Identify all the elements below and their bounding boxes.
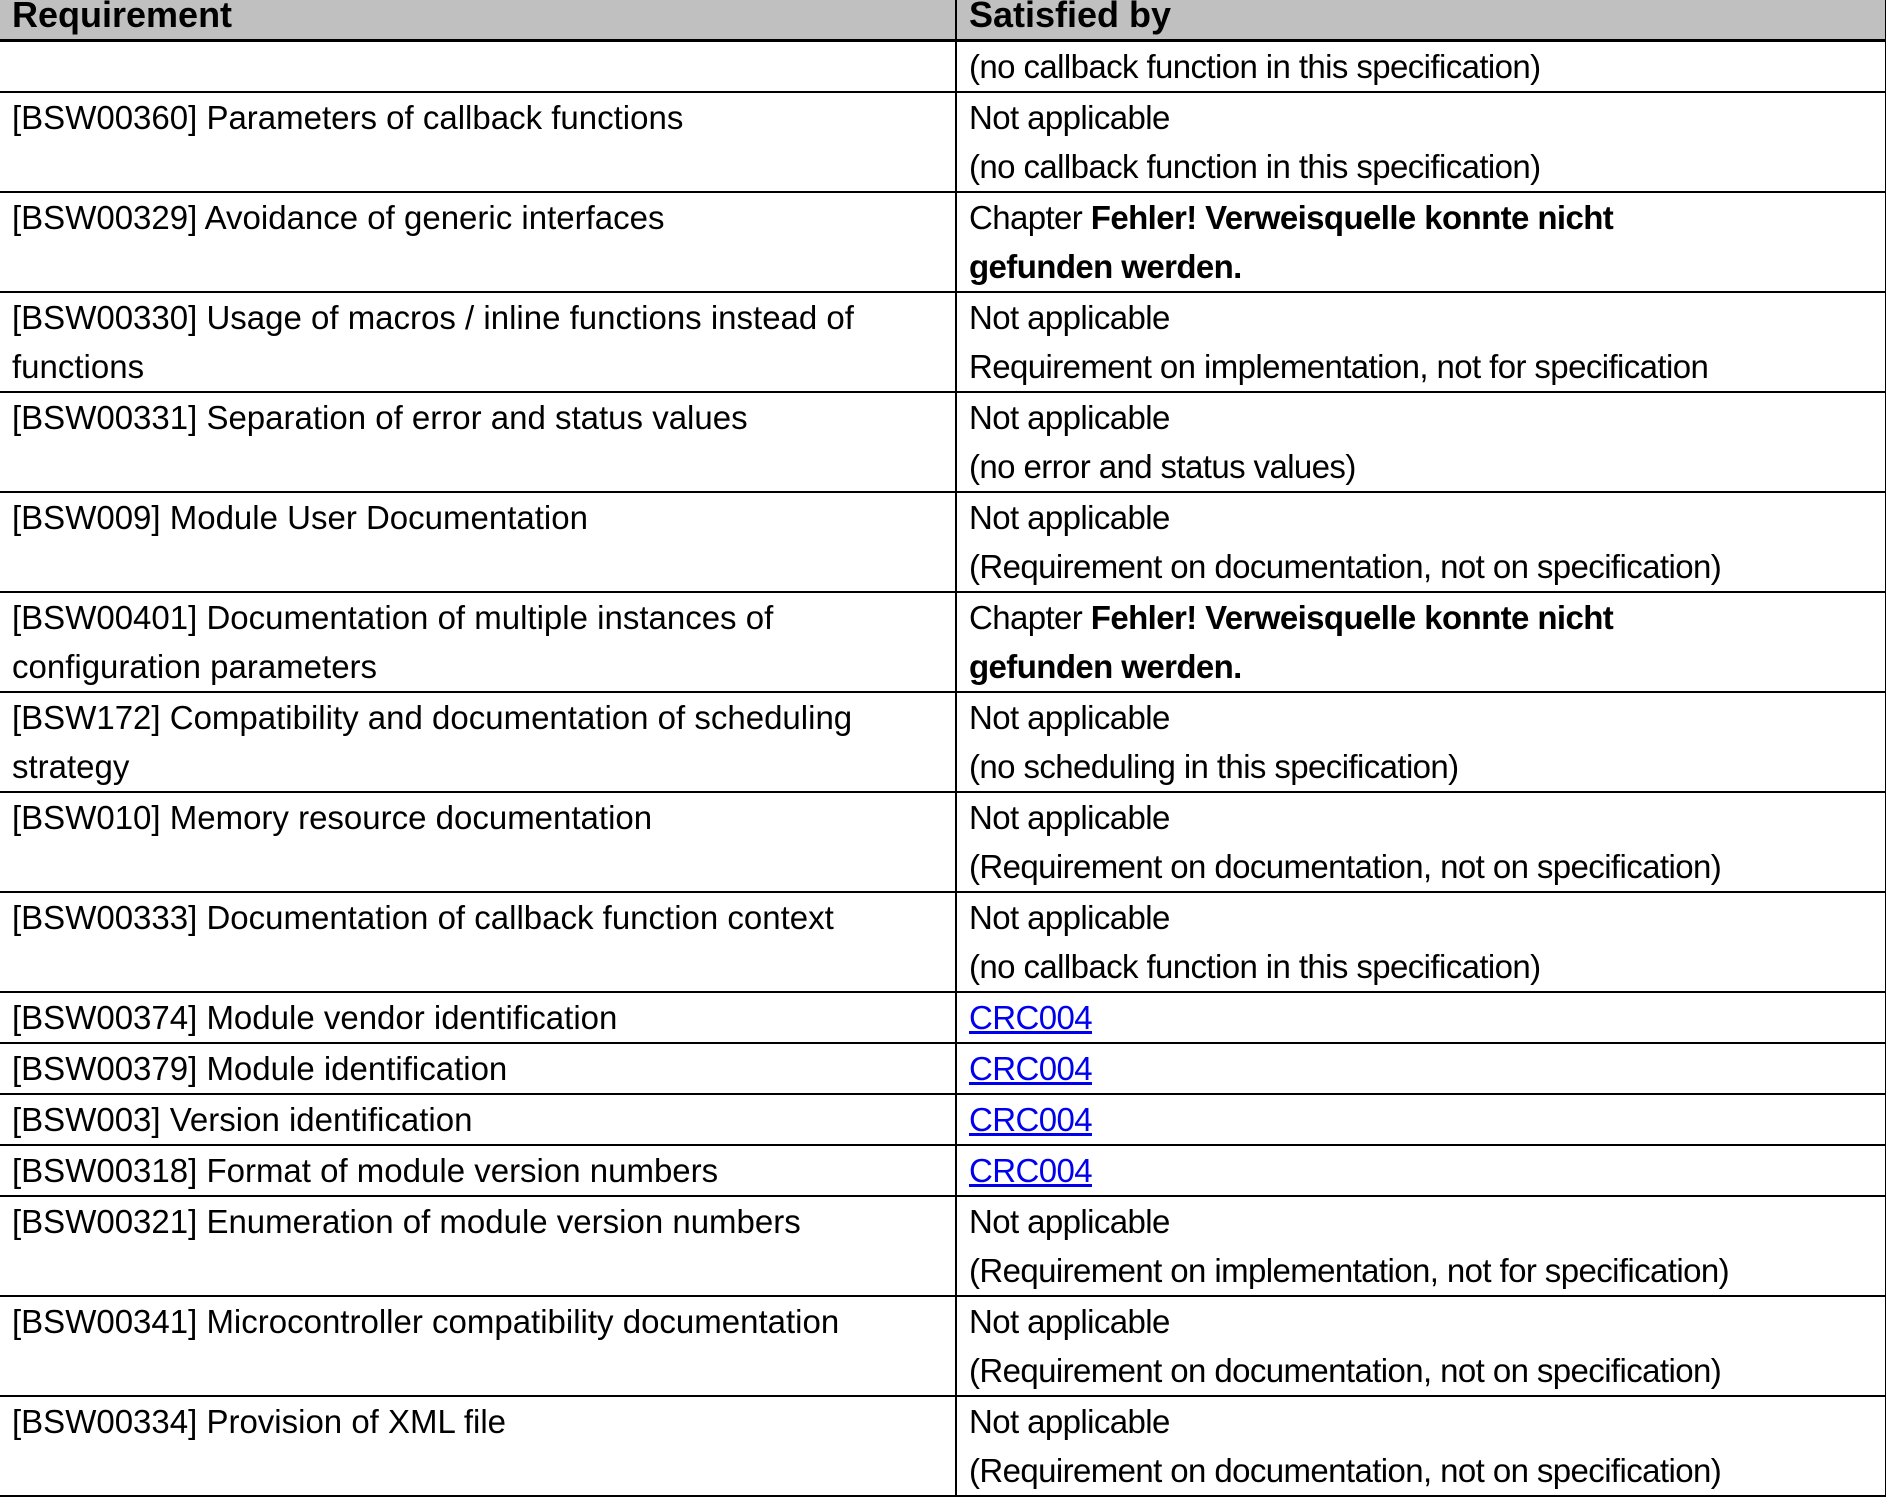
requirement-cell: [BSW00333] Documentation of callback function context: [0, 892, 956, 992]
satisfied-by-cell: [956, 1196, 1886, 1296]
satisfied-by-line: (no callback function in this specification): [969, 148, 1541, 185]
table-row: [0, 192, 1886, 292]
satisfied-by-cell: [956, 1145, 1886, 1196]
table-row: [0, 1296, 1886, 1396]
satisfied-by-cell: [956, 892, 1886, 992]
satisfied-by-line: (no callback function in this specification): [969, 48, 1541, 85]
satisfied-by-cell: [956, 592, 1886, 692]
requirement-cell: [BSW00318] Format of module version numbers: [0, 1145, 956, 1196]
requirement-cell: [BSW00379] Module identification: [0, 1043, 956, 1094]
table-row: [0, 1396, 1886, 1496]
table-row: [0, 92, 1886, 192]
broken-reference-error: Fehler! Verweisquelle konnte nicht: [1090, 199, 1614, 236]
satisfied-by-line: Requirement on implementation, not for specification: [969, 348, 1709, 385]
satisfied-by-line: (no callback function in this specification): [969, 948, 1541, 985]
satisfied-by-line: (no scheduling in this specification): [969, 748, 1459, 785]
requirement-link[interactable]: CRC004: [969, 1050, 1092, 1087]
requirement-cell: [BSW172] Compatibility and documentation of scheduling strategy: [0, 692, 956, 792]
column-header-requirement: Requirement: [0, 0, 956, 41]
requirement-cell: [BSW003] Version identification: [0, 1094, 956, 1145]
satisfied-by-line: (no error and status values): [969, 448, 1356, 485]
satisfied-by-line: Not applicable: [969, 799, 1170, 836]
requirement-cell: [BSW00321] Enumeration of module version numbers: [0, 1196, 956, 1296]
satisfied-by-line: Not applicable: [969, 399, 1170, 436]
requirement-cell: [BSW00401] Documentation of multiple instances of configuration parameters: [0, 592, 956, 692]
satisfied-by-cell: [956, 392, 1886, 492]
requirement-cell: [BSW00329] Avoidance of generic interfaces: [0, 192, 956, 292]
satisfied-by-cell: [956, 1094, 1886, 1145]
requirement-link[interactable]: CRC004: [969, 1101, 1092, 1138]
table-header-row: [0, 0, 1886, 41]
satisfied-by-line: (Requirement on documentation, not on specification): [969, 1452, 1722, 1489]
satisfied-by-line: Not applicable: [969, 1303, 1170, 1340]
table-row: [0, 1043, 1886, 1094]
satisfied-by-line: Not applicable: [969, 99, 1170, 136]
requirement-cell: [0, 41, 956, 93]
broken-reference-error: gefunden werden.: [969, 248, 1242, 285]
table-row: [0, 892, 1886, 992]
requirement-cell: [BSW00331] Separation of error and status values: [0, 392, 956, 492]
satisfied-by-cell: [956, 1296, 1886, 1396]
requirement-link[interactable]: CRC004: [969, 1152, 1092, 1189]
table-row: [0, 692, 1886, 792]
satisfied-by-cell: [956, 292, 1886, 392]
satisfied-by-line: Not applicable: [969, 1403, 1170, 1440]
broken-reference-error: gefunden werden.: [969, 648, 1242, 685]
satisfied-by-cell: [956, 41, 1886, 93]
requirement-cell: [BSW010] Memory resource documentation: [0, 792, 956, 892]
requirement-cell: [BSW00334] Provision of XML file: [0, 1396, 956, 1496]
chapter-label: Chapter: [969, 599, 1091, 636]
satisfied-by-cell: [956, 1043, 1886, 1094]
table-row: [0, 492, 1886, 592]
satisfied-by-cell: [956, 692, 1886, 792]
table-row: [0, 992, 1886, 1043]
satisfied-by-line: Not applicable: [969, 299, 1170, 336]
satisfied-by-cell: [956, 992, 1886, 1043]
column-header-satisfied-by: Satisfied by: [956, 0, 1886, 41]
satisfied-by-cell: [956, 192, 1886, 292]
satisfied-by-line: (Requirement on documentation, not on specification): [969, 548, 1722, 585]
broken-reference-error: Fehler! Verweisquelle konnte nicht: [1090, 599, 1614, 636]
requirement-cell: [BSW00330] Usage of macros / inline functions instead of functions: [0, 292, 956, 392]
satisfied-by-line: (Requirement on documentation, not on specification): [969, 848, 1722, 885]
requirement-cell: [BSW00341] Microcontroller compatibility documentation: [0, 1296, 956, 1396]
table-row: [0, 1145, 1886, 1196]
table-row: [0, 1196, 1886, 1296]
requirement-cell: [BSW009] Module User Documentation: [0, 492, 956, 592]
satisfied-by-cell: [956, 92, 1886, 192]
table-row: [0, 292, 1886, 392]
satisfied-by-line: (Requirement on documentation, not on specification): [969, 1352, 1722, 1389]
satisfied-by-cell: [956, 1396, 1886, 1496]
requirement-cell: [BSW00360] Parameters of callback functions: [0, 92, 956, 192]
table-row: [0, 392, 1886, 492]
satisfied-by-cell: [956, 492, 1886, 592]
satisfied-by-line: Not applicable: [969, 499, 1170, 536]
requirement-link[interactable]: CRC004: [969, 999, 1092, 1036]
table-row: [0, 792, 1886, 892]
table-row: [0, 41, 1886, 93]
chapter-reference: [969, 193, 1873, 242]
satisfied-by-line: Not applicable: [969, 699, 1170, 736]
chapter-reference: [969, 593, 1873, 642]
satisfied-by-line: (Requirement on implementation, not for specification): [969, 1252, 1729, 1289]
satisfied-by-line: Not applicable: [969, 899, 1170, 936]
chapter-label: Chapter: [969, 199, 1091, 236]
requirement-cell: [BSW00374] Module vendor identification: [0, 992, 956, 1043]
table-row: [0, 592, 1886, 692]
satisfied-by-line: Not applicable: [969, 1203, 1170, 1240]
table-row: [0, 1094, 1886, 1145]
satisfied-by-cell: [956, 792, 1886, 892]
